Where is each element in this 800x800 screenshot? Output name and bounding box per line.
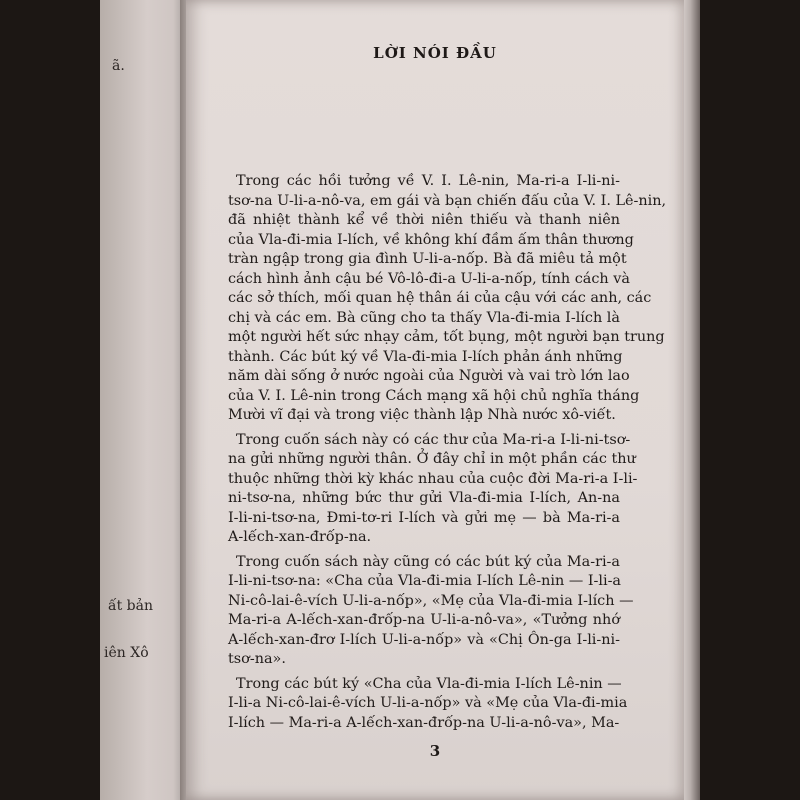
text-line: thuộc những thời kỳ khác nhau của cuộc đời Ma-ri-a I-li- bbox=[228, 470, 638, 487]
text-line: Ma-ri-a A-lếch-xan-đrốp-na U-li-a-nô-va», «Tưởng nhớ bbox=[228, 612, 620, 628]
paragraph bbox=[228, 172, 667, 426]
text-line: của V. I. Lê-nin trong Cách mạng xã hội chủ nghĩa tháng bbox=[228, 387, 640, 404]
left-page-fragment: ã. bbox=[112, 58, 125, 74]
text-line: Trong cuốn sách này có các thư của Ma-ri-a I-li-ni-tsơ- bbox=[236, 431, 631, 448]
text-line: tsơ-na U-li-a-nô-va, em gái và bạn chiến đấu của V. I. Lê-nin, bbox=[228, 192, 667, 209]
text-line: tsơ-na». bbox=[228, 651, 286, 667]
text-line: cách hình ảnh cậu bé Vô-lô-đi-a U-li-a-nốp, tính cách và bbox=[228, 270, 630, 287]
text-line: năm dài sống ở nước ngoài của Người và vai trò lớn lao bbox=[228, 368, 630, 384]
text-line: A-lếch-xan-đrốp-na. bbox=[228, 529, 372, 545]
page-number: 3 bbox=[429, 742, 441, 760]
text-line: I-li-ni-tsơ-na: «Cha của Vla-đi-mia I-lích Lê-nin — I-li-a bbox=[228, 573, 622, 589]
left-page-fragment: ất bản bbox=[108, 598, 153, 614]
text-line: đã nhiệt thành kể về thời niên thiếu và thanh niên bbox=[228, 212, 620, 228]
paragraph bbox=[228, 675, 628, 734]
text-line: thành. Các bút ký về Vla-đi-mia I-lích phản ánh những bbox=[228, 348, 623, 365]
text-line: Ni-cô-lai-ê-vích U-li-a-nốp», «Mẹ của Vla-đi-mia I-lích — bbox=[228, 592, 634, 609]
text-line: Trong cuốn sách này cũng có các bút ký của Ma-ri-a bbox=[236, 553, 620, 570]
text-line: I-li-a Ni-cô-lai-ê-vích U-li-a-nốp» và «Mẹ của Vla-đi-mia bbox=[228, 695, 628, 711]
text-line: tràn ngập trong gia đình U-li-a-nốp. Bà đã miêu tả một bbox=[228, 251, 627, 267]
text-line: một người hết sức nhạy cảm, tốt bụng, một người bạn trung bbox=[228, 329, 665, 345]
text-line: chị và các em. Bà cũng cho ta thấy Vla-đi-mia I-lích là bbox=[228, 309, 620, 326]
text-line: I-lích — Ma-ri-a A-lếch-xan-đrốp-na U-li-a-nô-va», Ma- bbox=[228, 714, 620, 731]
text-line: A-lếch-xan-đrơ I-lích U-li-a-nốp» và «Chị Ôn-ga I-li-ni- bbox=[228, 631, 620, 648]
text-line: ni-tsơ-na, những bức thư gửi Vla-đi-mia I-lích, An-na bbox=[228, 490, 620, 506]
text-line: các sở thích, mối quan hệ thân ái của cậu với các anh, các bbox=[228, 290, 652, 306]
text-line: I-li-ni-tsơ-na, Đmi-tơ-ri I-lích và gửi mẹ — bà Ma-ri-a bbox=[228, 509, 620, 526]
text-line: Mười vĩ đại và trong việc thành lập Nhà nước xô-viết. bbox=[228, 407, 616, 423]
left-page-fragment: iên Xô bbox=[104, 645, 149, 661]
left-page bbox=[100, 0, 186, 800]
text-line: Trong các hồi tưởng về V. I. Lê-nin, Ma-ri-a I-li-ni- bbox=[236, 173, 620, 189]
text-line: của Vla-đi-mia I-lích, về không khí đầm ấm thân thương bbox=[228, 231, 634, 248]
page-title: LỜI NÓI ĐẦU bbox=[373, 44, 497, 62]
text-line: na gửi những người thân. Ở đây chỉ in một phần các thư bbox=[228, 451, 636, 467]
body-text bbox=[228, 172, 667, 738]
paragraph bbox=[228, 553, 634, 670]
paragraph bbox=[228, 431, 638, 548]
text-line: Trong các bút ký «Cha của Vla-đi-mia I-lích Lê-nin — bbox=[236, 675, 622, 692]
page-edge bbox=[684, 0, 700, 800]
